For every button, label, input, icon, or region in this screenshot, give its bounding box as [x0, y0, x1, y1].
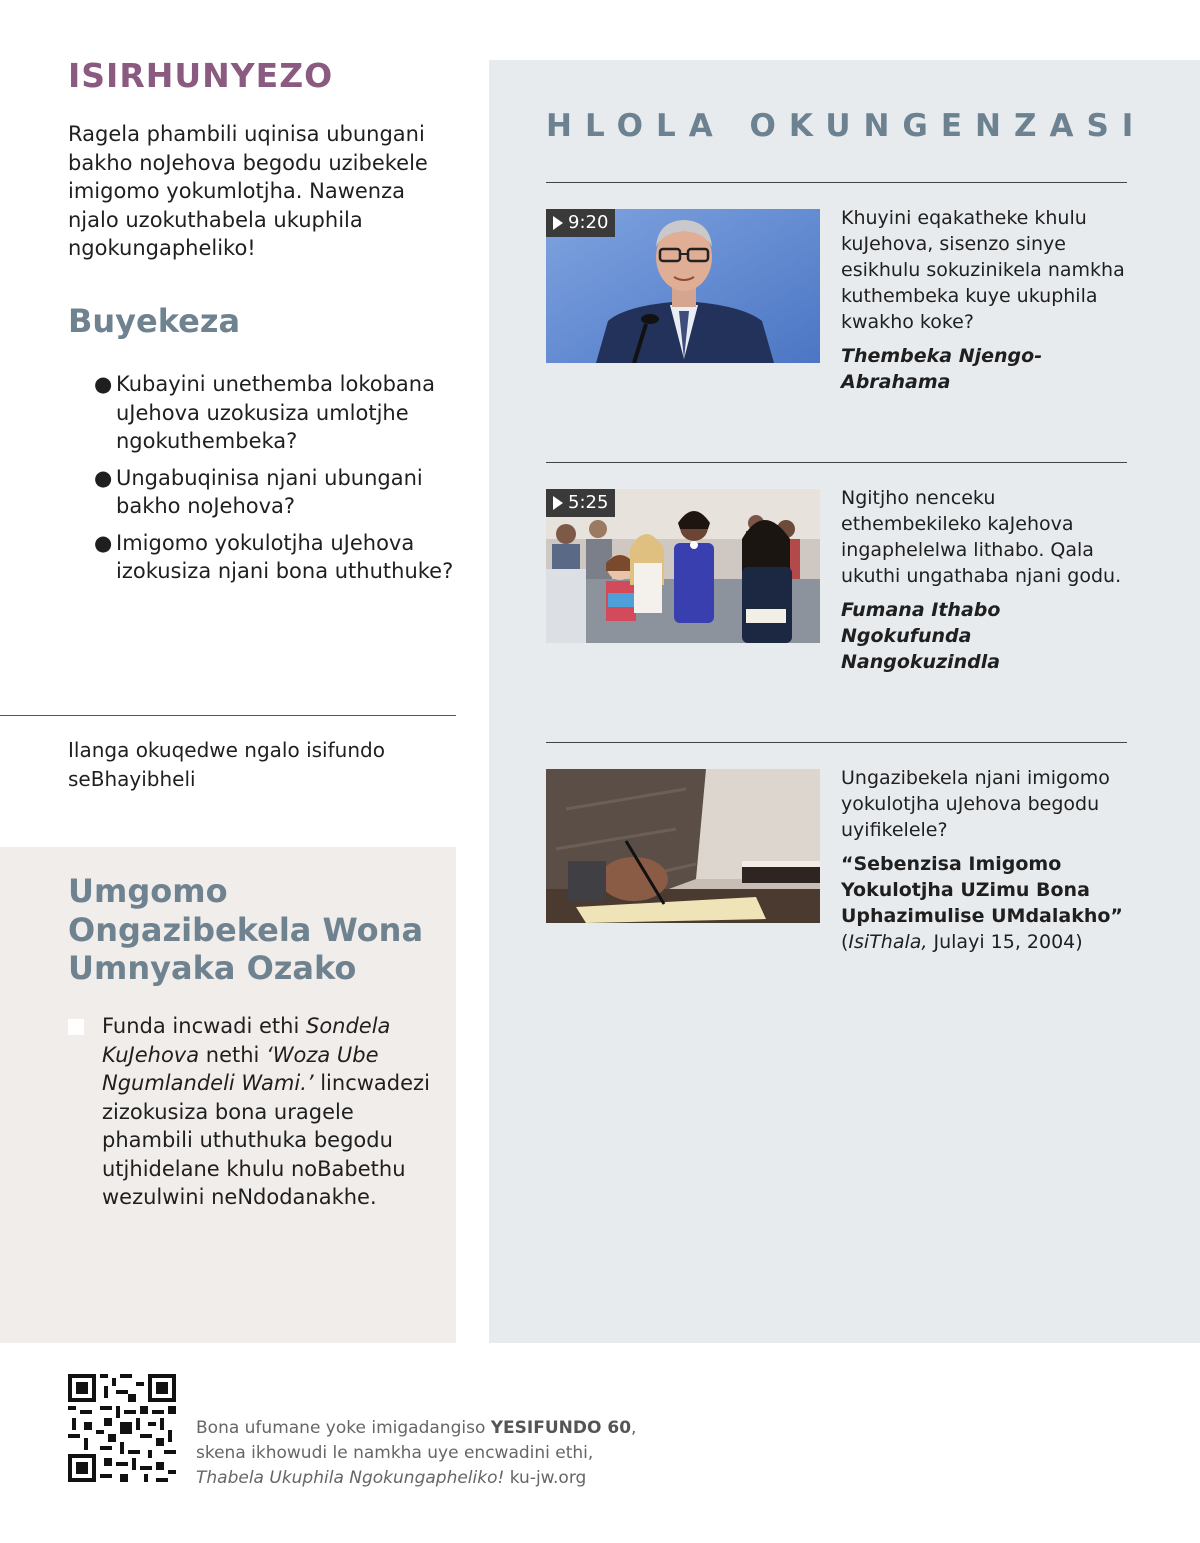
video-title-link[interactable]: Fumana Ithabo Ngokufunda Nangokuzindla: [841, 599, 1001, 673]
review-heading: Buyekeza: [68, 302, 241, 340]
website-link[interactable]: ku-jw.org: [504, 1468, 587, 1488]
video-title-link[interactable]: Thembeka Njengo-Abrahama: [841, 345, 1043, 393]
explore-item-1-text: Khuyini eqakatheke khulu kuJehova, sisenzo sinye esikhulu sokuzinikela namkha kuthembeka kuye ukuphila kwakho koke? Thembeka Njengo-Abrahama: [841, 205, 1131, 395]
video-duration-badge: 5:25: [546, 489, 615, 517]
review-list: [92, 370, 462, 594]
goal-heading: Umgomo Ongazibekela Wona Umnyaka Ozako: [68, 872, 424, 987]
explore-item-3-text: Ungazibekela njani imigomo yokulotjha uJehova begodu uyifikelele? “Sebenzisa Imigomo Yokulotjha UZimu Bona Uphazimulise UMdalakho” (IsiThala, Julayi 15, 2004): [841, 765, 1131, 955]
article-thumbnail[interactable]: [546, 769, 820, 923]
summary-text: Ragela phambili uqinisa ubungani bakho noJehova begodu uzibekele imigomo yokumlotjha. Nawenza njalo uzokuthabela ukuphila ngokungapheliko!: [68, 122, 428, 260]
writing-hand-image: [546, 769, 820, 923]
bullet-icon: ●: [94, 372, 113, 396]
checkbox-icon[interactable]: [68, 1019, 84, 1035]
review-item: ● Imigomo yokulotjha uJehova izokusiza njani bona uthuthuke?: [94, 530, 454, 583]
book-title: Thabela Ukuphila Ngokungapheliko!: [196, 1468, 505, 1488]
play-icon: [553, 496, 563, 510]
review-item: ● Ungabuqinisa njani ubungani bakho noJehova?: [94, 465, 423, 518]
video-thumbnail[interactable]: [546, 489, 820, 643]
footer-note: Bona ufumane yoke imigadangiso YESIFUNDO 60, skena ikhowudi le namkha uye encwadini ethi, Thabela Ukuphila Ngokungapheliko! ku-jw.org: [196, 1418, 637, 1488]
video-thumbnail[interactable]: [546, 209, 820, 363]
explore-heading: HLOLA OKUNGENZASI: [546, 108, 1147, 144]
qr-code[interactable]: [68, 1374, 176, 1482]
goal-text: Funda incwadi ethi Sondela KuJehova nethi ‘Woza Ube Ngumlandeli Wami.’ lincwadezi zizokusiza bona uragele phambili uthuthuka begodu utjhidelane khulu noBabethu wezulwini neNdodanakhe.: [102, 1014, 430, 1209]
bullet-icon: ●: [94, 530, 113, 555]
article-title-link[interactable]: “Sebenzisa Imigomo Yokulotjha UZimu Bona Uphazimulise UMdalakho” (IsiThala, Julayi 15, 2004): [841, 853, 1123, 953]
divider: [546, 182, 1127, 183]
completion-date-label: Ilanga okuqedwe ngalo isifundo seBhayibheli: [68, 738, 385, 791]
divider: [546, 742, 1127, 743]
summary-heading: ISIRHUNYEZO: [68, 56, 334, 95]
divider: [546, 462, 1127, 463]
divider: [0, 715, 456, 716]
video-duration-badge: 9:20: [546, 209, 615, 237]
play-icon: [553, 216, 563, 230]
bullet-icon: ●: [94, 465, 113, 490]
review-item: ● Kubayini unethemba lokobana uJehova uzokusiza umlotjhe ngokuthembeka?: [94, 372, 435, 453]
explore-item-2-text: Ngitjho nenceku ethembekileko kaJehova ingaphelelwa lithabo. Qala ukuthi ungathaba njani godu. Fumana Ithabo Ngokufunda Nangokuzindla: [841, 485, 1131, 675]
